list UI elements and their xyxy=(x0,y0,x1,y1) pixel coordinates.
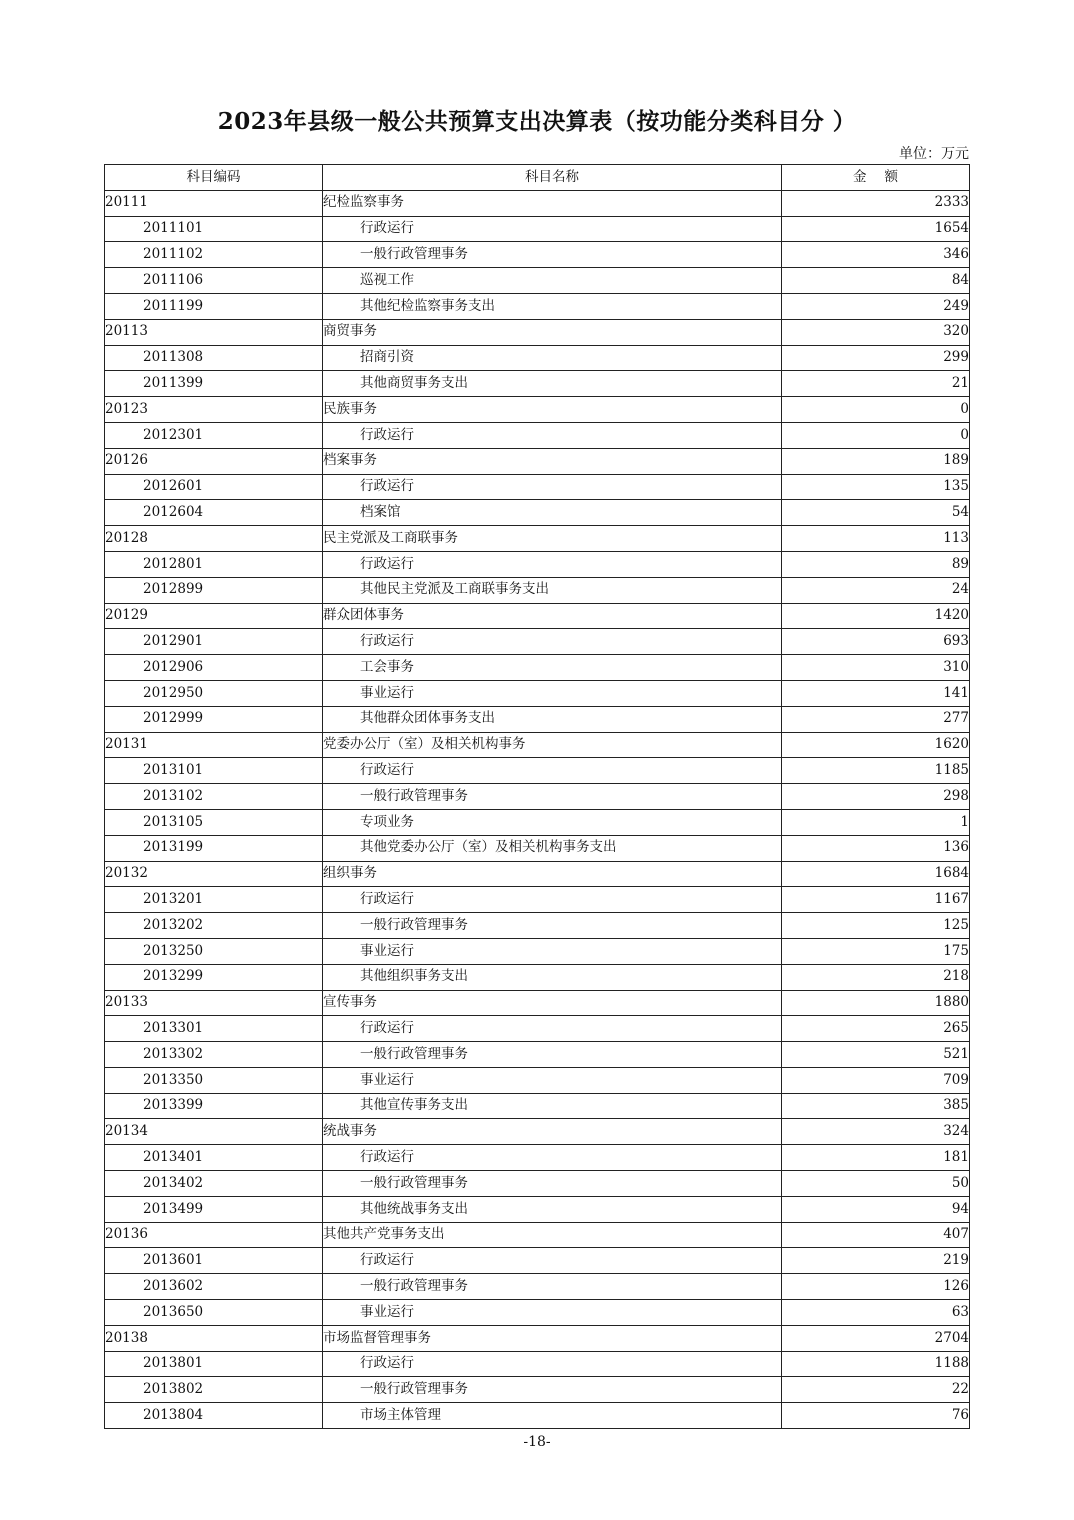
row-name: 组织事务 xyxy=(323,861,782,887)
row-code: 2013301 xyxy=(105,1016,323,1042)
row-amount: 2333 xyxy=(782,190,970,216)
row-code: 2012801 xyxy=(105,551,323,577)
table-row xyxy=(105,242,970,268)
row-name: 其他民主党派及工商联事务支出 xyxy=(323,577,782,603)
row-amount: 126 xyxy=(782,1274,970,1300)
row-name: 行政运行 xyxy=(323,422,782,448)
row-code: 2013199 xyxy=(105,835,323,861)
row-code: 2013399 xyxy=(105,1093,323,1119)
header-amount-label: 金额 xyxy=(853,168,916,185)
row-name: 宣传事务 xyxy=(323,990,782,1016)
row-name: 其他共产党事务支出 xyxy=(323,1222,782,1248)
row-name: 行政运行 xyxy=(323,216,782,242)
row-code: 2011102 xyxy=(105,242,323,268)
table-body xyxy=(105,190,970,1428)
table-row xyxy=(105,371,970,397)
table-row xyxy=(105,268,970,294)
row-name: 其他群众团体事务支出 xyxy=(323,706,782,732)
row-name: 行政运行 xyxy=(323,1351,782,1377)
row-amount: 277 xyxy=(782,706,970,732)
row-amount: 84 xyxy=(782,268,970,294)
table-row xyxy=(105,680,970,706)
row-code: 20128 xyxy=(105,526,323,552)
row-amount: 249 xyxy=(782,293,970,319)
row-code: 2013350 xyxy=(105,1067,323,1093)
table-row xyxy=(105,551,970,577)
row-amount: 385 xyxy=(782,1093,970,1119)
row-code: 20129 xyxy=(105,603,323,629)
table-row xyxy=(105,784,970,810)
table-row xyxy=(105,577,970,603)
table-row xyxy=(105,1093,970,1119)
row-name: 一般行政管理事务 xyxy=(323,242,782,268)
row-amount: 324 xyxy=(782,1119,970,1145)
unit-label: 单位：万元 xyxy=(899,146,969,162)
row-name: 一般行政管理事务 xyxy=(323,1042,782,1068)
row-name: 民族事务 xyxy=(323,397,782,423)
row-code: 2012999 xyxy=(105,706,323,732)
row-amount: 189 xyxy=(782,448,970,474)
row-name: 行政运行 xyxy=(323,887,782,913)
table-row xyxy=(105,809,970,835)
table-row xyxy=(105,1145,970,1171)
table-row xyxy=(105,1119,970,1145)
page-title: 2023年县级一般公共预算支出决算表（按功能分类科目分 ） xyxy=(217,108,857,135)
row-amount: 1 xyxy=(782,809,970,835)
table-header-row xyxy=(105,165,970,191)
row-code: 2012301 xyxy=(105,422,323,448)
row-name: 行政运行 xyxy=(323,551,782,577)
row-code: 2013102 xyxy=(105,784,323,810)
row-name: 其他纪检监察事务支出 xyxy=(323,293,782,319)
table-row xyxy=(105,964,970,990)
row-name: 行政运行 xyxy=(323,1145,782,1171)
row-name: 行政运行 xyxy=(323,474,782,500)
row-amount: 0 xyxy=(782,422,970,448)
row-amount: 320 xyxy=(782,319,970,345)
row-code: 2011399 xyxy=(105,371,323,397)
row-amount: 1654 xyxy=(782,216,970,242)
row-name: 民主党派及工商联事务 xyxy=(323,526,782,552)
table-row xyxy=(105,1171,970,1197)
row-name: 群众团体事务 xyxy=(323,603,782,629)
row-code: 2012950 xyxy=(105,680,323,706)
row-amount: 76 xyxy=(782,1403,970,1429)
row-code: 2012899 xyxy=(105,577,323,603)
row-name: 其他党委办公厅（室）及相关机构事务支出 xyxy=(323,835,782,861)
row-code: 20113 xyxy=(105,319,323,345)
table-row xyxy=(105,1196,970,1222)
table-row xyxy=(105,1300,970,1326)
row-amount: 136 xyxy=(782,835,970,861)
row-amount: 175 xyxy=(782,938,970,964)
table-row xyxy=(105,938,970,964)
row-name: 档案事务 xyxy=(323,448,782,474)
row-amount: 125 xyxy=(782,913,970,939)
table-row xyxy=(105,345,970,371)
row-name: 行政运行 xyxy=(323,1016,782,1042)
row-code: 2013804 xyxy=(105,1403,323,1429)
row-code: 20134 xyxy=(105,1119,323,1145)
row-code: 20131 xyxy=(105,732,323,758)
table-row xyxy=(105,603,970,629)
row-amount: 407 xyxy=(782,1222,970,1248)
table-row xyxy=(105,474,970,500)
row-amount: 141 xyxy=(782,680,970,706)
row-code: 2012604 xyxy=(105,500,323,526)
row-amount: 1188 xyxy=(782,1351,970,1377)
row-name: 商贸事务 xyxy=(323,319,782,345)
table-row xyxy=(105,1274,970,1300)
row-amount: 89 xyxy=(782,551,970,577)
row-amount: 298 xyxy=(782,784,970,810)
row-code: 20123 xyxy=(105,397,323,423)
row-code: 2011308 xyxy=(105,345,323,371)
table-row xyxy=(105,1067,970,1093)
row-amount: 181 xyxy=(782,1145,970,1171)
row-code: 20136 xyxy=(105,1222,323,1248)
table-row xyxy=(105,1403,970,1429)
row-amount: 24 xyxy=(782,577,970,603)
row-code: 20132 xyxy=(105,861,323,887)
row-code: 2012906 xyxy=(105,655,323,681)
row-code: 2013802 xyxy=(105,1377,323,1403)
row-name: 其他统战事务支出 xyxy=(323,1196,782,1222)
row-amount: 94 xyxy=(782,1196,970,1222)
table-row xyxy=(105,990,970,1016)
table-row xyxy=(105,1248,970,1274)
row-amount: 1420 xyxy=(782,603,970,629)
row-amount: 54 xyxy=(782,500,970,526)
row-name: 档案馆 xyxy=(323,500,782,526)
table-row xyxy=(105,1377,970,1403)
row-amount: 1185 xyxy=(782,758,970,784)
row-code: 2013250 xyxy=(105,938,323,964)
row-amount: 22 xyxy=(782,1377,970,1403)
row-name: 行政运行 xyxy=(323,629,782,655)
row-name: 行政运行 xyxy=(323,758,782,784)
row-code: 2013602 xyxy=(105,1274,323,1300)
row-name: 其他商贸事务支出 xyxy=(323,371,782,397)
row-amount: 2704 xyxy=(782,1325,970,1351)
row-amount: 265 xyxy=(782,1016,970,1042)
table-row xyxy=(105,448,970,474)
table-row xyxy=(105,319,970,345)
row-name: 其他组织事务支出 xyxy=(323,964,782,990)
row-code: 2013601 xyxy=(105,1248,323,1274)
row-name: 市场主体管理 xyxy=(323,1403,782,1429)
row-name: 一般行政管理事务 xyxy=(323,1171,782,1197)
table-row xyxy=(105,629,970,655)
row-name: 专项业务 xyxy=(323,809,782,835)
row-amount: 709 xyxy=(782,1067,970,1093)
row-amount: 113 xyxy=(782,526,970,552)
table-row xyxy=(105,1325,970,1351)
table-row xyxy=(105,732,970,758)
row-name: 事业运行 xyxy=(323,680,782,706)
row-name: 巡视工作 xyxy=(323,268,782,294)
row-name: 一般行政管理事务 xyxy=(323,913,782,939)
table-row xyxy=(105,397,970,423)
row-name: 事业运行 xyxy=(323,938,782,964)
row-code: 2013202 xyxy=(105,913,323,939)
row-code: 20111 xyxy=(105,190,323,216)
row-code: 2013201 xyxy=(105,887,323,913)
row-name: 事业运行 xyxy=(323,1067,782,1093)
row-code: 2011106 xyxy=(105,268,323,294)
table-row xyxy=(105,422,970,448)
table-row xyxy=(105,1016,970,1042)
row-amount: 21 xyxy=(782,371,970,397)
row-amount: 218 xyxy=(782,964,970,990)
row-code: 2013650 xyxy=(105,1300,323,1326)
row-code: 2013105 xyxy=(105,809,323,835)
row-code: 2013402 xyxy=(105,1171,323,1197)
row-amount: 346 xyxy=(782,242,970,268)
row-name: 其他宣传事务支出 xyxy=(323,1093,782,1119)
row-code: 20126 xyxy=(105,448,323,474)
row-amount: 1880 xyxy=(782,990,970,1016)
table-row xyxy=(105,758,970,784)
row-name: 行政运行 xyxy=(323,1248,782,1274)
row-code: 2013299 xyxy=(105,964,323,990)
row-name: 纪检监察事务 xyxy=(323,190,782,216)
row-amount: 1620 xyxy=(782,732,970,758)
row-code: 2013499 xyxy=(105,1196,323,1222)
row-amount: 693 xyxy=(782,629,970,655)
row-amount: 299 xyxy=(782,345,970,371)
row-amount: 310 xyxy=(782,655,970,681)
table-row xyxy=(105,835,970,861)
row-amount: 135 xyxy=(782,474,970,500)
row-name: 招商引资 xyxy=(323,345,782,371)
row-amount: 0 xyxy=(782,397,970,423)
table-row xyxy=(105,1351,970,1377)
row-code: 2011101 xyxy=(105,216,323,242)
page-number: -18- xyxy=(523,1434,551,1450)
budget-table xyxy=(104,164,970,1429)
table-row xyxy=(105,1042,970,1068)
row-code: 2013401 xyxy=(105,1145,323,1171)
table-row xyxy=(105,861,970,887)
table-row xyxy=(105,216,970,242)
table-row xyxy=(105,655,970,681)
row-amount: 50 xyxy=(782,1171,970,1197)
row-name: 事业运行 xyxy=(323,1300,782,1326)
table-row xyxy=(105,887,970,913)
header-code: 科目编码 xyxy=(105,165,323,191)
table-row xyxy=(105,913,970,939)
row-name: 党委办公厅（室）及相关机构事务 xyxy=(323,732,782,758)
table-row xyxy=(105,526,970,552)
header-amount xyxy=(782,165,970,191)
row-amount: 1167 xyxy=(782,887,970,913)
row-name: 工会事务 xyxy=(323,655,782,681)
row-code: 2012601 xyxy=(105,474,323,500)
row-code: 2013101 xyxy=(105,758,323,784)
row-code: 20138 xyxy=(105,1325,323,1351)
row-amount: 63 xyxy=(782,1300,970,1326)
row-code: 2013302 xyxy=(105,1042,323,1068)
row-amount: 521 xyxy=(782,1042,970,1068)
row-code: 2013801 xyxy=(105,1351,323,1377)
table-row xyxy=(105,1222,970,1248)
table-row xyxy=(105,293,970,319)
table-row xyxy=(105,190,970,216)
row-code: 2012901 xyxy=(105,629,323,655)
row-amount: 219 xyxy=(782,1248,970,1274)
header-name: 科目名称 xyxy=(323,165,782,191)
row-code: 20133 xyxy=(105,990,323,1016)
row-amount: 1684 xyxy=(782,861,970,887)
row-name: 一般行政管理事务 xyxy=(323,1274,782,1300)
row-name: 一般行政管理事务 xyxy=(323,784,782,810)
row-name: 一般行政管理事务 xyxy=(323,1377,782,1403)
row-name: 市场监督管理事务 xyxy=(323,1325,782,1351)
row-name: 统战事务 xyxy=(323,1119,782,1145)
table-row xyxy=(105,500,970,526)
row-code: 2011199 xyxy=(105,293,323,319)
table-row xyxy=(105,706,970,732)
